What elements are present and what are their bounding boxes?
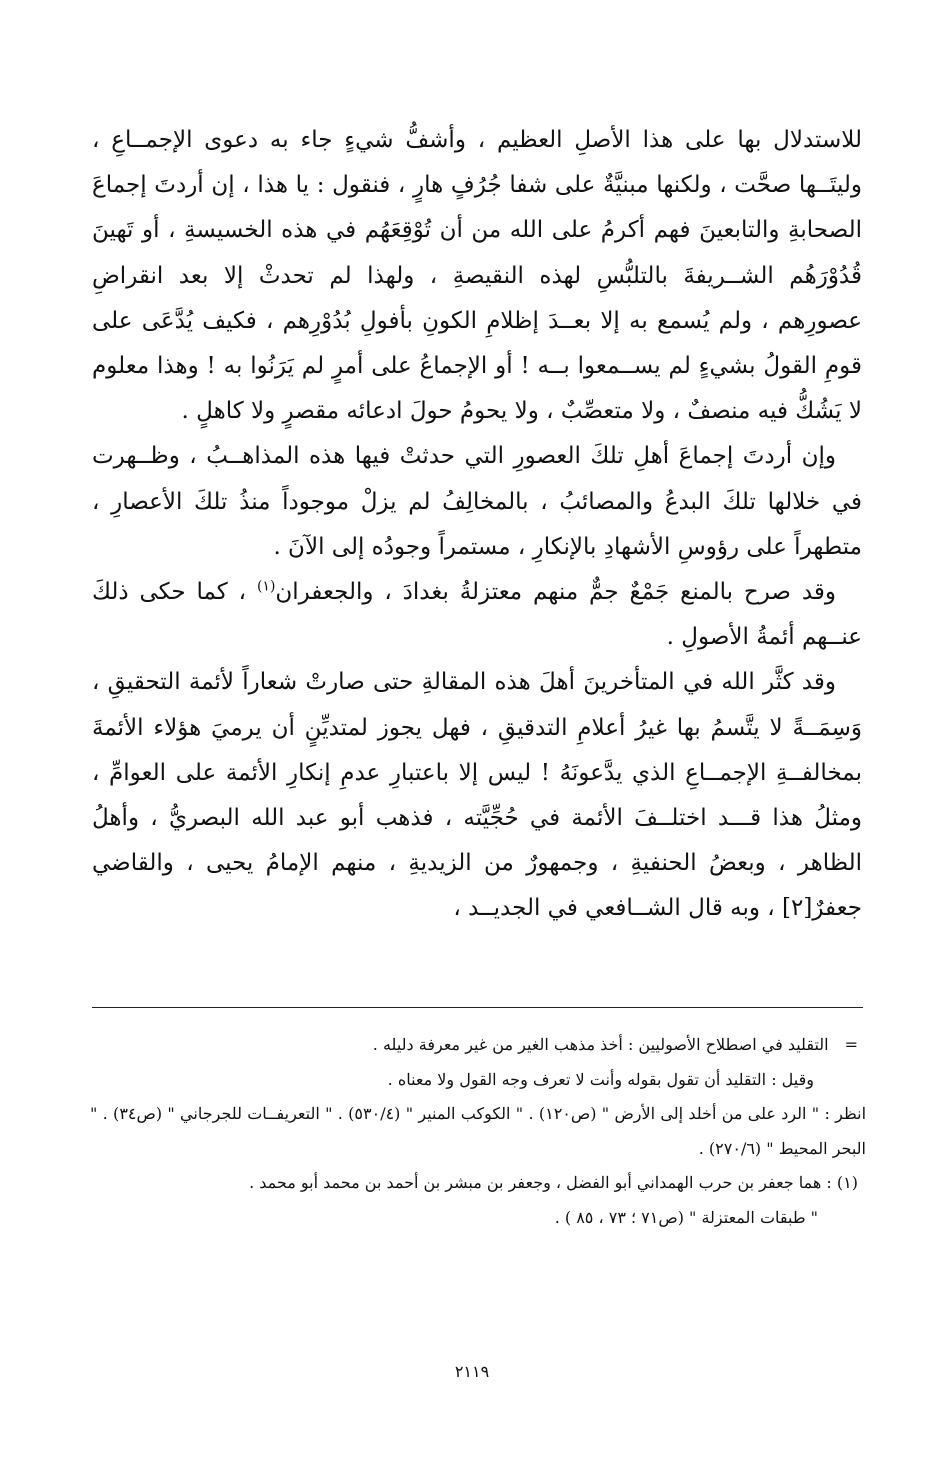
paragraph-4: وقد كثَّر الله في المتأخرينَ أهلَ هذه المقالةِ حتى صارتْ شعاراً لأئمة التحقيقِ ، وَسِمَــةً لا يتَّسمُ بها غيرُ أعلامِ التدقيقِ ، فهل يجوز لمتديِّنٍ أن يرميَ هؤلاء الأئمةَ بمخالفــةِ الإجمــاعِ الذي يدَّعونَهُ ! ليس إلا باعتبارِ عدمِ إنكارِ الأئمة على العوامِّ ، ومثلُ هذا قـــد اختلــفَ الأئمة في حُجِّيَّته ، فذهب أبو عبد الله البصريُّ ، وأهلُ الظاهر ، وبعضُ الحنفيةِ ، وجمهورٌ من الزيديةِ ، منهم الإمامُ يحيى ، والقاضي جعفرٌ[٢] ، وبه قال الشــافعي في الجديــد ، — [92, 669, 862, 922]
footnote-1: (١) : هما جعفر بن حرب الهمداني أبو الفضل ، وجعفر بن مبشر بن أحمد بن محمد أبو محمد . — [249, 1173, 858, 1193]
paragraph-1: للاستدلال بها على هذا الأصلِ العظيم ، وأشفُّ شيءٍ جاء به دعوى الإجمــاعِ ، وليتَــها صحَّت ، ولكنها مبنيَّةٌ على شفا جُرُفٍ هارٍ ، فنقول : يا هذا ، إن أردتَ إجماعَ الصحابةِ والتابعينَ فهم أكرمُ على الله من أن تُوْقِعَهُم في هذه الخسيسةِ ، أو تَهينَ قُدُوْرَهُم الشــريفةَ بالتلبُّسِ لهذه النقيصةِ ، ولهذا لم تحدثْ إلا بعد انقراضِ عصورِهم ، ولم يُسمع به إلا بعــدَ إظلامِ الكونِ بأفولِ بُدُوْرِهم ، فكيف يُدَّعَى على قومِ القولُ بشيءٍ لم يســمعوا بــه ! أو الإجماعُ على أمرٍ لم يَرَنُوا به ! وهذا معلوم لا يَشُكُّ فيه منصفٌ ، ولا متعصِّبٌ ، ولا يحومُ حولَ ادعائه مقصرٍ ولا كاهلٍ . — [92, 127, 862, 425]
footnote-divider — [92, 1007, 863, 1008]
page-number: ٢١١٩ — [454, 1362, 490, 1381]
footnote-line-2: وقيل : التقليد أن تقول بقوله وأنت لا تعرف وجه القول ولا معناه . — [387, 1069, 814, 1089]
paragraph-3-text-a: وقد صرح بالمنع جَمْعٌ جمٌّ منهم معتزلةُ بغدادَ ، والجعفران — [275, 579, 836, 606]
footnote-continuation — [90, 1028, 866, 1063]
footnote-reference-1: (١) — [256, 578, 276, 595]
main-text — [92, 118, 862, 932]
footnote-line-1: التقليد في اصطلاح الأصوليين : أخذ مذهب الغير من غير معرفة دليله . — [372, 1035, 829, 1054]
footnotes — [90, 1028, 866, 1236]
footnote-line-3: انظر : " الرد على من أخلد إلى الأرض " (ص١٢٠) . " الكوكب المنير " (٥٣٠/٤) . " التعريفــات للجرجاني " (ص٣٤) . " البحر المحيط " (٢٧٠/٦) . — [90, 1104, 867, 1158]
paragraph-3 — [92, 570, 862, 660]
footnote-1-source: " طبقات المعتزلة " (ص٧١ ؛ ٧٣ ، ٨٥ ) . — [554, 1207, 818, 1227]
paragraph-3-text-b: ، كما حكى ذلكَ عنــهم أئمةُ الأصولِ . — [92, 579, 862, 651]
paragraph-2: وإن أردتَ إجماعَ أهلِ تلكَ العصورِ التي حدثتْ فيها هذه المذاهــبُ ، وظــهرت في خلالها تلكَ البدعُ والمصائبُ ، بالمخالِفُ لم يزلْ موجوداً منذُ تلكَ الأعصارِ ، متطهراً على رؤوسِ الأشهادِ بالإنكارِ ، مستمراً وجودُه إلى الآنَ . — [92, 443, 862, 560]
continuation-mark: = — [844, 1035, 858, 1054]
